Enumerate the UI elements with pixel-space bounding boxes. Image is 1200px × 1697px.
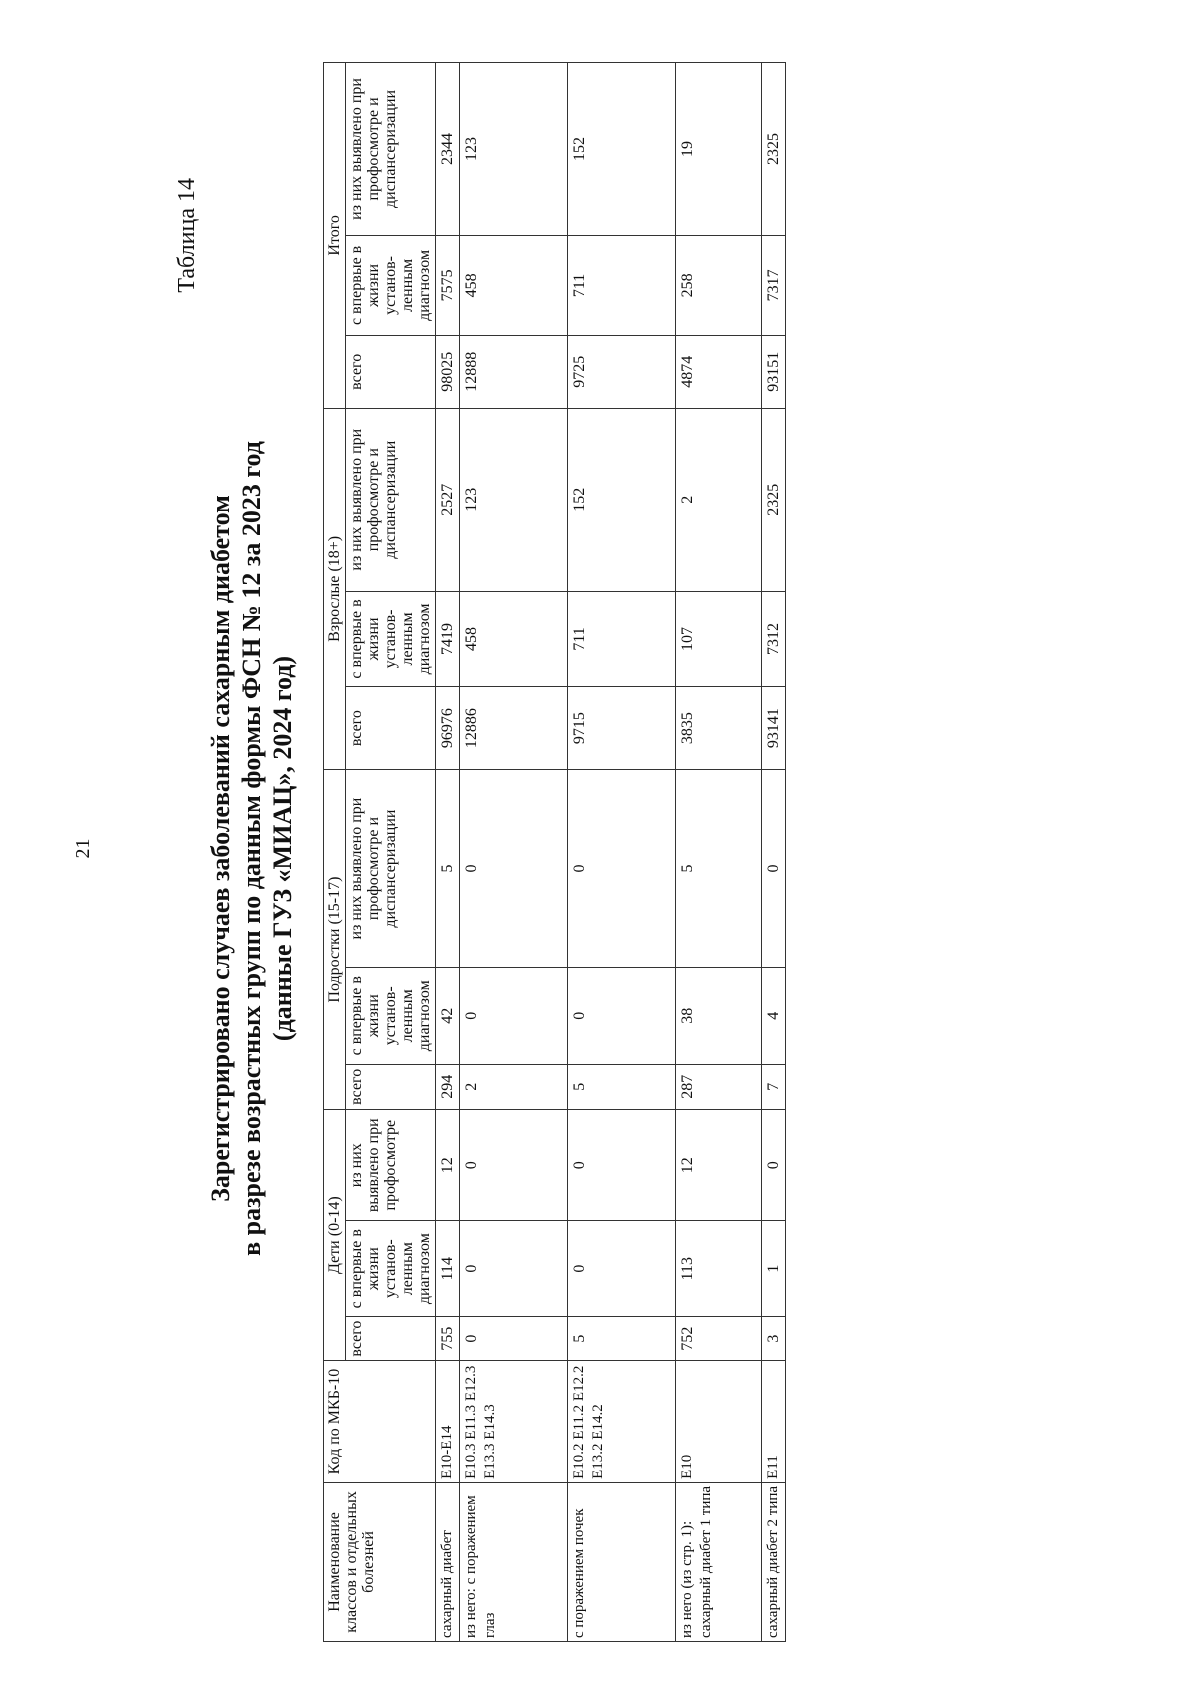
table-cell: 98025 bbox=[436, 335, 460, 408]
table-cell: 0 bbox=[460, 967, 568, 1064]
table-cell: 12 bbox=[676, 1110, 762, 1221]
header-teens-first-time: с впервые в жизни установ-ленным диагнозом bbox=[346, 967, 436, 1064]
table-cell: 107 bbox=[676, 591, 762, 686]
table-cell: 12888 bbox=[460, 335, 568, 408]
table-cell: 0 bbox=[460, 770, 568, 968]
table-cell: 2344 bbox=[436, 63, 460, 236]
table-cell: 7419 bbox=[436, 591, 460, 686]
table-cell: 755 bbox=[436, 1316, 460, 1360]
table-cell: 123 bbox=[460, 63, 568, 236]
row-name: из него (из стр. 1): сахарный диабет 1 типа bbox=[676, 1482, 762, 1641]
diabetes-statistics-table bbox=[323, 62, 786, 1642]
table-cell: 294 bbox=[436, 1064, 460, 1109]
row-code: E10-E14 bbox=[436, 1361, 460, 1483]
table-cell: 7575 bbox=[436, 235, 460, 335]
table-cell: 287 bbox=[676, 1064, 762, 1109]
table-cell: 38 bbox=[676, 967, 762, 1064]
table-cell: 3835 bbox=[676, 687, 762, 770]
header-group-children: Дети (0-14) bbox=[324, 1110, 346, 1361]
table-cell: 7317 bbox=[762, 235, 786, 335]
table-row bbox=[460, 63, 568, 1642]
table-cell: 0 bbox=[460, 1316, 568, 1360]
table-cell: 5 bbox=[436, 770, 460, 968]
header-adults-first-time: с впервые в жизни установ-ленным диагнозом bbox=[346, 591, 436, 686]
header-adults-detected: из них выявлено при профосмотре и диспансеризации bbox=[346, 408, 436, 591]
header-adults-total: всего bbox=[346, 687, 436, 770]
row-code: E10 bbox=[676, 1361, 762, 1483]
row-name: сахарный диабет 2 типа bbox=[762, 1482, 786, 1641]
table-cell: 0 bbox=[568, 967, 676, 1064]
table-cell: 5 bbox=[568, 1316, 676, 1360]
row-name: сахарный диабет bbox=[436, 1482, 460, 1641]
table-cell: 0 bbox=[568, 1110, 676, 1221]
row-name: с поражением почек bbox=[568, 1482, 676, 1641]
header-group-total: Итого bbox=[324, 63, 346, 409]
table-cell: 258 bbox=[676, 235, 762, 335]
table-cell: 752 bbox=[676, 1316, 762, 1360]
table-cell: 4874 bbox=[676, 335, 762, 408]
header-all-first-time: с впервые в жизни установ-ленным диагнозом bbox=[346, 235, 436, 335]
table-cell: 93151 bbox=[762, 335, 786, 408]
header-children-total: всего bbox=[346, 1316, 436, 1360]
table-cell: 0 bbox=[460, 1221, 568, 1316]
table-cell: 19 bbox=[676, 63, 762, 236]
title-line-3: (данные ГУЗ «МИАЦ», 2024 год) bbox=[268, 655, 297, 1042]
table-cell: 113 bbox=[676, 1221, 762, 1316]
table-cell: 0 bbox=[762, 770, 786, 968]
table-cell: 0 bbox=[460, 1110, 568, 1221]
table-cell: 12 bbox=[436, 1110, 460, 1221]
table-row bbox=[436, 63, 460, 1642]
header-row-groups bbox=[324, 63, 346, 1642]
table-row bbox=[676, 63, 762, 1642]
table-cell: 5 bbox=[568, 1064, 676, 1109]
header-all-detected: из них выявлено при профосмотре и диспансеризации bbox=[346, 63, 436, 236]
row-code: E11 bbox=[762, 1361, 786, 1483]
header-children-detected: из них выявлено при профосмотре bbox=[346, 1110, 436, 1221]
page-number: 21 bbox=[72, 838, 94, 859]
table-cell: 2 bbox=[460, 1064, 568, 1109]
document-title bbox=[205, 0, 298, 1697]
table-cell: 12886 bbox=[460, 687, 568, 770]
table-cell: 3 bbox=[762, 1316, 786, 1360]
title-line-1: Зарегистрировано случаев заболеваний сахарным диабетом bbox=[206, 495, 235, 1202]
row-name: из него: с поражением глаз bbox=[460, 1482, 568, 1641]
table-cell: 114 bbox=[436, 1221, 460, 1316]
table-cell: 2325 bbox=[762, 63, 786, 236]
table-cell: 152 bbox=[568, 408, 676, 591]
header-code: Код по МКБ-10 bbox=[324, 1361, 436, 1483]
table-label: Таблица 14 bbox=[174, 178, 200, 293]
table-cell: 2 bbox=[676, 408, 762, 591]
table-cell: 1 bbox=[762, 1221, 786, 1316]
table-cell: 5 bbox=[676, 770, 762, 968]
table-cell: 0 bbox=[762, 1110, 786, 1221]
header-all-total: всего bbox=[346, 335, 436, 408]
table-row bbox=[762, 63, 786, 1642]
table-cell: 42 bbox=[436, 967, 460, 1064]
table-cell: 458 bbox=[460, 591, 568, 686]
table-cell: 152 bbox=[568, 63, 676, 236]
table-cell: 7 bbox=[762, 1064, 786, 1109]
table-row bbox=[568, 63, 676, 1642]
table-cell: 96976 bbox=[436, 687, 460, 770]
table-cell: 711 bbox=[568, 235, 676, 335]
table-cell: 4 bbox=[762, 967, 786, 1064]
header-group-adults: Взрослые (18+) bbox=[324, 408, 346, 769]
header-children-first-time: с впервые в жизни установ-ленным диагнозом bbox=[346, 1221, 436, 1316]
row-code: E10.2 E11.2 E12.2 E13.2 E14.2 bbox=[568, 1361, 676, 1483]
table-cell: 9725 bbox=[568, 335, 676, 408]
row-code: E10.3 E11.3 E12.3 E13.3 E14.3 bbox=[460, 1361, 568, 1483]
table-cell: 7312 bbox=[762, 591, 786, 686]
table-cell: 2527 bbox=[436, 408, 460, 591]
table-cell: 458 bbox=[460, 235, 568, 335]
header-teens-detected: из них выявлено при профосмотре и диспансеризации bbox=[346, 770, 436, 968]
table-cell: 9715 bbox=[568, 687, 676, 770]
table-cell: 123 bbox=[460, 408, 568, 591]
table-cell: 2325 bbox=[762, 408, 786, 591]
title-line-2: в разрезе возрастных групп по данным формы ФСН № 12 за 2023 год bbox=[237, 441, 266, 1256]
table-cell: 0 bbox=[568, 770, 676, 968]
table-cell: 0 bbox=[568, 1221, 676, 1316]
header-name: Наименование классов и отдельных болезней bbox=[324, 1482, 436, 1641]
header-teens-total: всего bbox=[346, 1064, 436, 1109]
table-cell: 711 bbox=[568, 591, 676, 686]
header-group-teens: Подростки (15-17) bbox=[324, 770, 346, 1110]
table-cell: 93141 bbox=[762, 687, 786, 770]
